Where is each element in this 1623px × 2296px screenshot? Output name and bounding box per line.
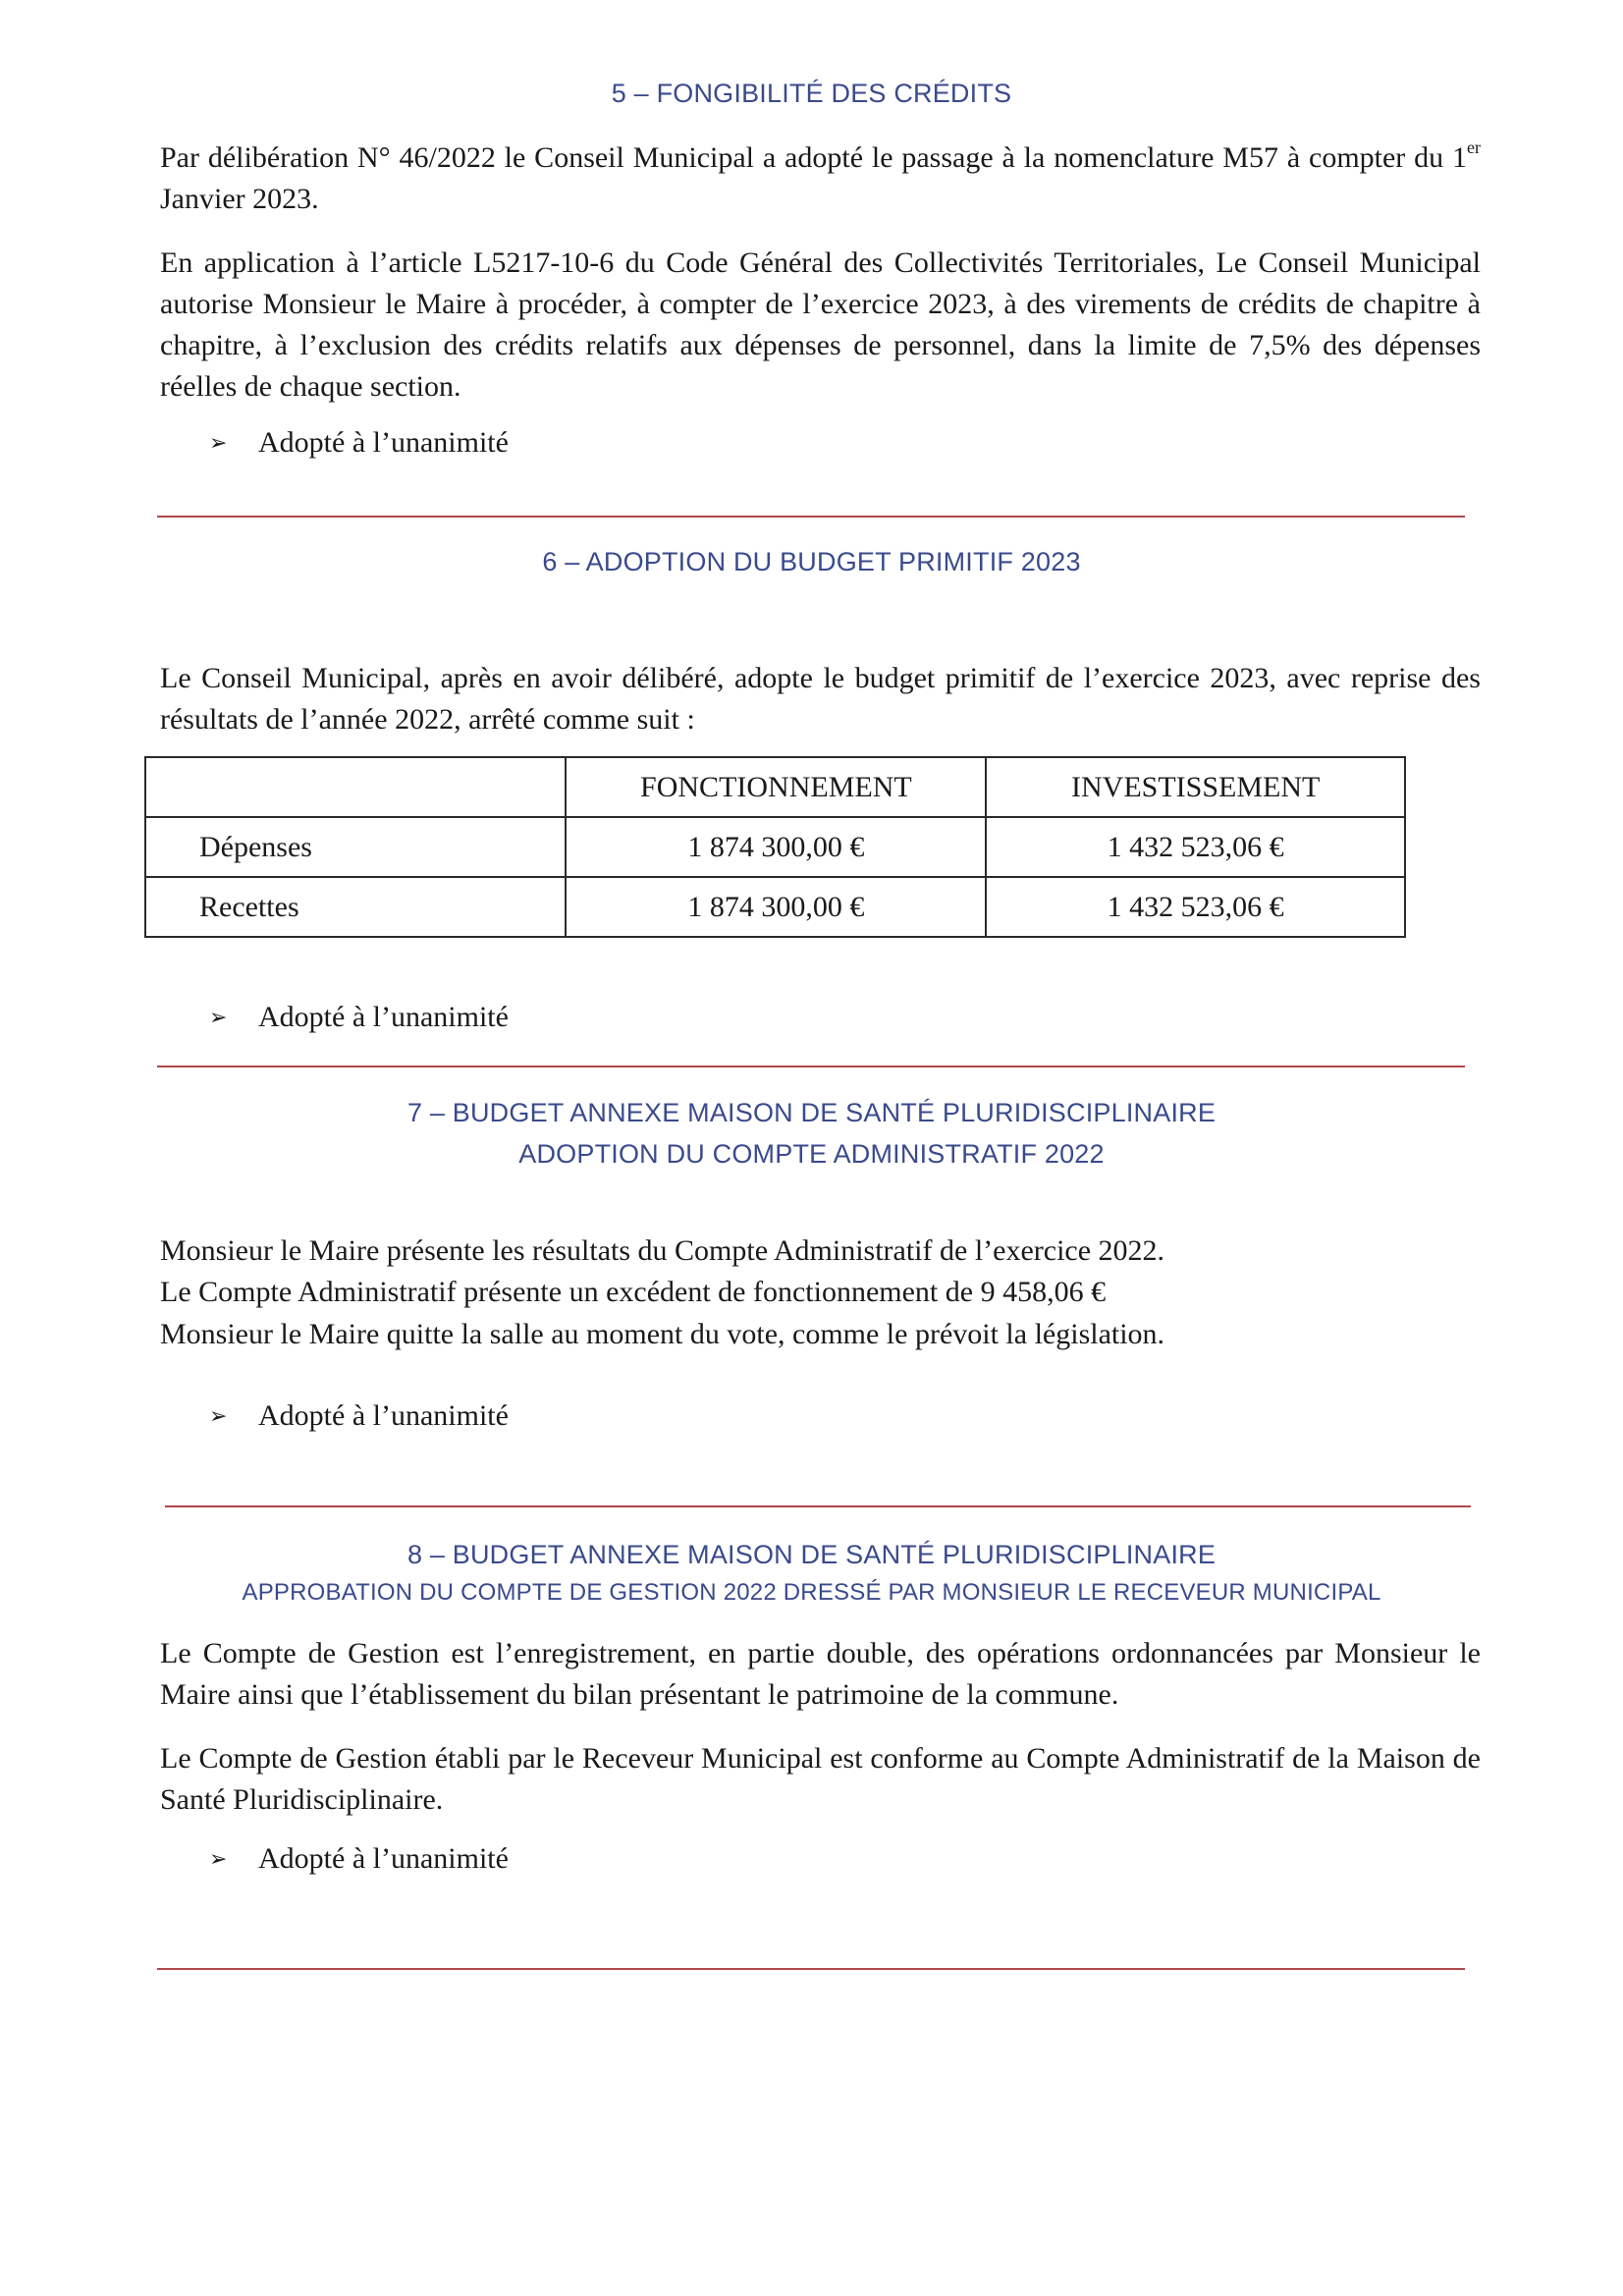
section-6-vote bbox=[209, 998, 509, 1038]
section-8-title-line-2: APPROBATION DU COMPTE DE GESTION 2022 DRESSÉ PAR MONSIEUR LE RECEVEUR MUNICIPAL bbox=[242, 1579, 1381, 1606]
budget-table bbox=[144, 756, 1406, 938]
table-header-investissement: INVESTISSEMENT bbox=[986, 757, 1405, 817]
section-6-paragraph: Le Conseil Municipal, après en avoir délibéré, adopte le budget primitif de l’exercice 2023, avec reprise des résultats de l’année 2022, arrêté comme suit : bbox=[160, 662, 1481, 736]
table-header-row bbox=[145, 757, 1405, 817]
arrow-bullet-icon: ➢ bbox=[209, 1847, 228, 1872]
s5-p1-text-end: Janvier 2023. bbox=[160, 183, 319, 215]
section-7-title-line-1: 7 – BUDGET ANNEXE MAISON DE SANTÉ PLURIDISCIPLINAIRE bbox=[406, 1098, 1217, 1127]
section-7-line-3: Monsieur le Maire quitte la salle au moment du vote, comme le prévoit la législation. bbox=[160, 1318, 1165, 1350]
table-row bbox=[145, 877, 1405, 937]
vote-label: Adopté à l’unanimité bbox=[258, 426, 509, 459]
section-divider bbox=[157, 516, 1465, 518]
table-header-empty bbox=[145, 757, 566, 817]
cell-recettes-fonctionnement: 1 874 300,00 € bbox=[566, 877, 986, 937]
arrow-bullet-icon: ➢ bbox=[209, 1006, 228, 1030]
arrow-bullet-icon: ➢ bbox=[209, 1404, 228, 1429]
vote-label: Adopté à l’unanimité bbox=[258, 1399, 509, 1432]
section-7-title-line-2: ADOPTION DU COMPTE ADMINISTRATIF 2022 bbox=[518, 1139, 1105, 1169]
section-divider bbox=[157, 1066, 1465, 1067]
vote-label: Adopté à l’unanimité bbox=[258, 1001, 509, 1033]
section-5-title: 5 – FONGIBILITÉ DES CRÉDITS bbox=[611, 79, 1012, 108]
section-8-title-line-1: 8 – BUDGET ANNEXE MAISON DE SANTÉ PLURIDISCIPLINAIRE bbox=[406, 1540, 1217, 1569]
section-8-paragraph-2: Le Compte de Gestion établi par le Receveur Municipal est conforme au Compte Administratif de la Maison de Santé Pluridisciplinaire. bbox=[160, 1742, 1481, 1816]
section-6-title: 6 – ADOPTION DU BUDGET PRIMITIF 2023 bbox=[542, 547, 1081, 576]
section-5-vote bbox=[209, 423, 509, 464]
section-divider bbox=[165, 1505, 1471, 1507]
section-8-vote bbox=[209, 1839, 509, 1880]
section-8-paragraph-1: Le Compte de Gestion est l’enregistrement, en partie double, des opérations ordonnancées par Monsieur le Maire ainsi que l’établissement du bilan présentant le patrimoine de la commune. bbox=[160, 1637, 1481, 1711]
cell-depenses-investissement: 1 432 523,06 € bbox=[986, 817, 1405, 877]
row-label-recettes: Recettes bbox=[145, 877, 566, 937]
s5-p1-text: Par délibération N° 46/2022 le Conseil Municipal a adopté le passage à la nomenclature M57 à compter du 1 bbox=[160, 141, 1468, 174]
vote-label: Adopté à l’unanimité bbox=[258, 1842, 509, 1875]
arrow-bullet-icon: ➢ bbox=[209, 431, 228, 456]
section-7-line-1: Monsieur le Maire présente les résultats du Compte Administratif de l’exercice 2022. bbox=[160, 1234, 1165, 1267]
section-7-vote bbox=[209, 1396, 509, 1437]
s5-p1-sup: er bbox=[1467, 137, 1481, 157]
table-header-fonctionnement: FONCTIONNEMENT bbox=[566, 757, 986, 817]
cell-depenses-fonctionnement: 1 874 300,00 € bbox=[566, 817, 986, 877]
row-label-depenses: Dépenses bbox=[145, 817, 566, 877]
cell-recettes-investissement: 1 432 523,06 € bbox=[986, 877, 1405, 937]
section-5-paragraph-1 bbox=[160, 137, 1481, 220]
section-5-paragraph-2: En application à l’article L5217-10-6 du Code Général des Collectivités Territoriales, Le Conseil Municipal autorise Monsieur le Maire à procéder, à compter de l’exercice 2023, à des virements de crédits de chapitre à chapitre, à l’exclusion des crédits relatifs aux dépenses de personnel, dans la limite de 7,5% des dépenses réelles de chaque section. bbox=[160, 246, 1481, 403]
section-divider bbox=[157, 1968, 1465, 1970]
section-7-line-2: Le Compte Administratif présente un excédent de fonctionnement de 9 458,06 € bbox=[160, 1276, 1107, 1308]
table-row bbox=[145, 817, 1405, 877]
